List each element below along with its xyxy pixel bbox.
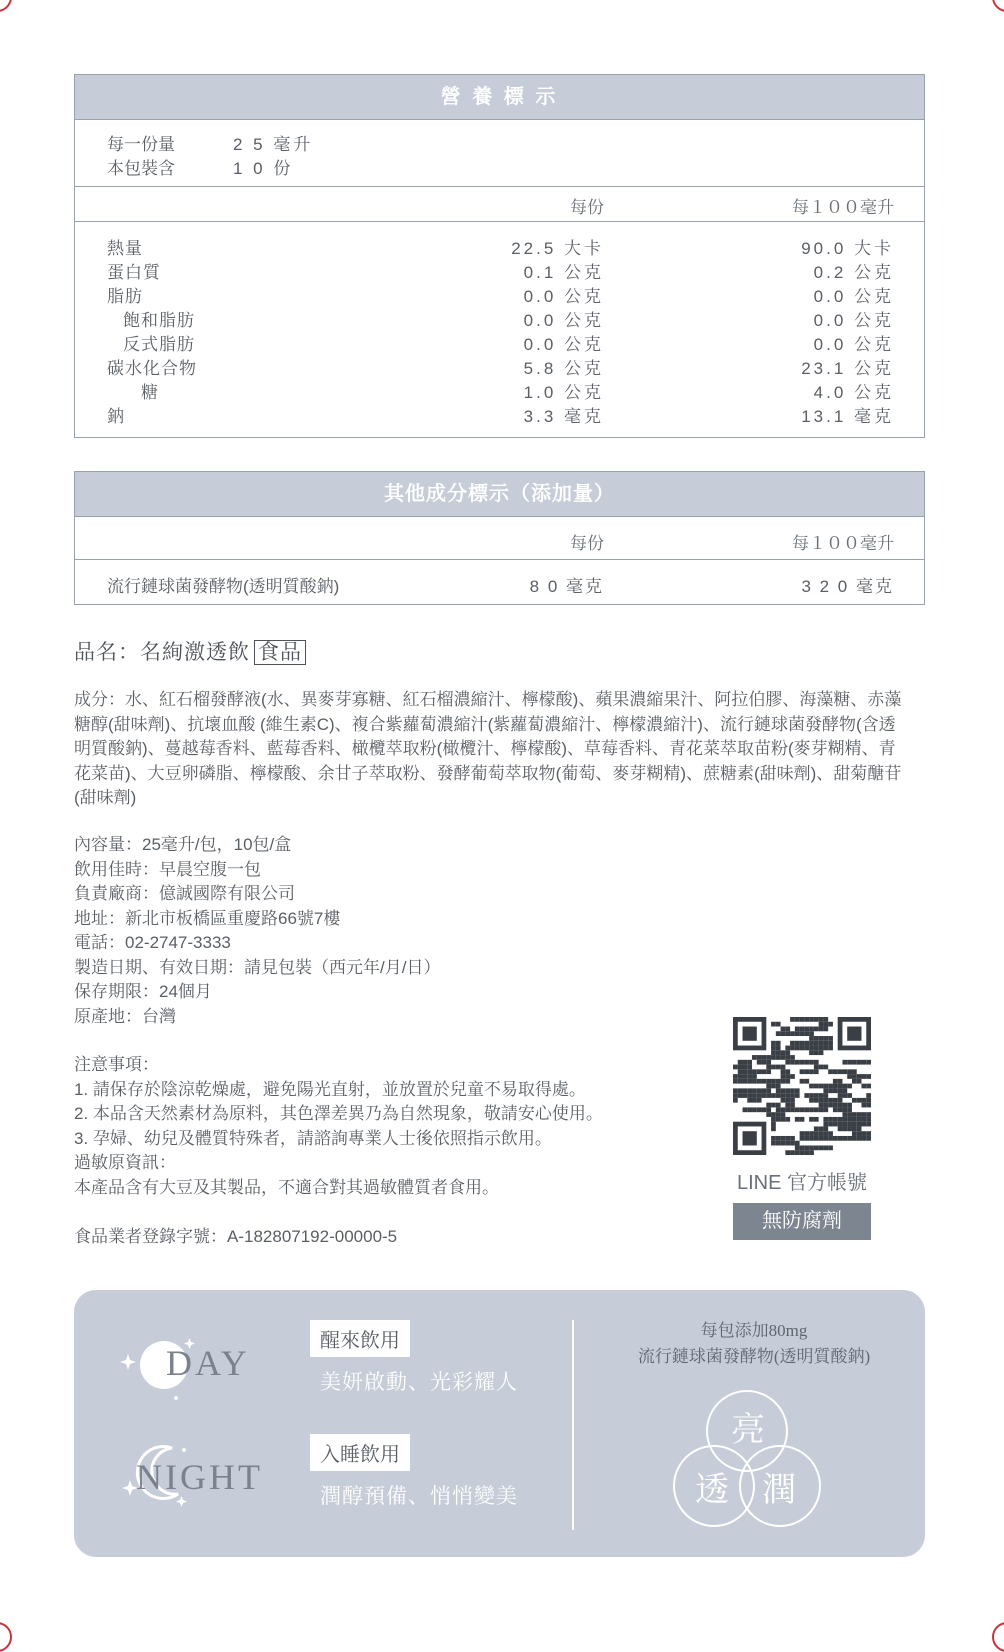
table-row: 反式脂肪 0.0 公克 0.0 公克 — [123, 335, 894, 354]
other-column-header — [75, 517, 924, 560]
serving-value: 2 5 毫升 — [233, 135, 314, 154]
nutrition-title: 營 養 標 示 — [75, 75, 924, 120]
circle-label-moist: 潤 — [762, 1472, 799, 1509]
table-row: 碳水化合物 5.8 公克 23.1 公克 — [107, 359, 894, 378]
product-name: 品名：名絢激透飲 食品 — [74, 636, 306, 666]
table-row: 飽和脂肪 0.0 公克 0.0 公克 — [123, 311, 894, 330]
col-per-100ml: 每１００毫升 — [792, 198, 894, 217]
nutrition-table — [74, 74, 925, 438]
corner-mark-bottom-right — [992, 1622, 1004, 1652]
addition-line-1: 每包添加80mg — [700, 1321, 808, 1340]
table-row: 糖 1.0 公克 4.0 公克 — [141, 383, 894, 402]
registration-number: 食品業者登錄字號：A-182807192-00000-5 — [74, 1227, 398, 1246]
table-row: 流行鏈球菌發酵物(透明質酸鈉) 8 0 毫克 3 2 0 毫克 — [107, 577, 894, 596]
food-tag: 食品 — [254, 640, 306, 665]
day-pill: 醒來飲用 — [310, 1320, 410, 1357]
other-ingredients-table — [74, 471, 925, 605]
circle-label-bright: 亮 — [731, 1412, 768, 1449]
pack-value: 1 0 份 — [233, 159, 294, 178]
corner-mark-top-left — [0, 0, 12, 12]
circle-label-clear: 透 — [695, 1472, 732, 1509]
table-row: 蛋白質 0.1 公克 0.2 公克 — [107, 263, 894, 282]
other-title: 其他成分標示（添加量） — [75, 472, 924, 517]
addition-line-2: 流行鏈球菌發酵物(透明質酸鈉) — [637, 1347, 871, 1366]
product-info: 內容量：25毫升/包，10包/盒 飲用佳時：早晨空腹一包 負責廠商：億誠國際有限公司 地址：新北市板橋區重慶路66號7樓 電話：02-2747-3333 製造日期、有效日期：請見包裝（西元年/月/日） 保存期限：24個月 原產地：台灣 — [74, 835, 441, 1026]
serving-info — [75, 120, 924, 187]
pack-label: 本包裝含 — [107, 159, 175, 178]
col-per-100ml: 每１００毫升 — [792, 534, 894, 553]
precautions: 注意事項： 1. 請保存於陰涼乾燥處，避免陽光直射，並放置於兒童不易取得處。 2. 本品含天然素材為原料，其色澤差異乃為自然現象，敬請安心使用。 3. 孕婦、幼兒及體質特殊者，請諮詢專業人士後依照指示飲用。 過敏原資訊： 本產品含有大豆及其製品，不適合對其過敏體質者食用。 — [74, 1055, 603, 1197]
ingredients-list: 成分：水、紅石榴發酵液(水、異麥芽寡糖、紅石榴濃縮汁、檸檬酸)、蘋果濃縮果汁、阿拉伯膠、海藻糖、赤藻 糖醇(甜味劑)、抗壞血酸 (維生素C)、複合紫蘿蔔濃縮汁(紫蘿蔔濃縮汁、檸檬濃縮汁)、流行鏈球菌發酵物(含透 明質酸鈉)、蔓越莓香料、藍莓香料、橄欖萃取粉(橄欖汁、檸檬酸)、草莓香料、青花菜萃取苗粉(麥芽糊精、青 花菜苗)、大豆卵磷脂、檸檬酸、余甘子萃取粉、發酵葡萄萃取物(葡萄、麥芽糊精)、蔗糖素(甜味劑)、甜菊醣苷 (甜味劑) — [74, 690, 902, 807]
usage-panel — [74, 1290, 925, 1557]
corner-mark-bottom-left — [0, 1622, 12, 1652]
night-sub: 潤醇預備、悄悄變美 — [320, 1485, 518, 1508]
table-row: 脂肪 0.0 公克 0.0 公克 — [107, 287, 894, 306]
day-sub: 美妍啟動、光彩耀人 — [320, 1371, 518, 1394]
nutrition-rows — [75, 222, 924, 432]
corner-mark-top-right — [992, 0, 1004, 12]
day-title: DAY — [166, 1343, 250, 1383]
table-row: 鈉 3.3 毫克 13.1 毫克 — [107, 407, 894, 426]
night-title: NIGHT — [136, 1457, 263, 1497]
col-per-serving: 每份 — [570, 534, 604, 553]
divider — [572, 1320, 574, 1530]
no-preservatives-badge: 無防腐劑 — [733, 1203, 871, 1240]
table-row: 熱量 22.5 大卡 90.0 大卡 — [107, 239, 894, 258]
serving-label: 每一份量 — [107, 135, 175, 154]
night-pill: 入睡飲用 — [310, 1434, 410, 1471]
col-per-serving: 每份 — [570, 198, 604, 217]
nutrition-column-header — [75, 187, 924, 222]
qr-code-icon[interactable] — [733, 1017, 871, 1155]
line-account-label: LINE 官方帳號 — [736, 1172, 868, 1194]
